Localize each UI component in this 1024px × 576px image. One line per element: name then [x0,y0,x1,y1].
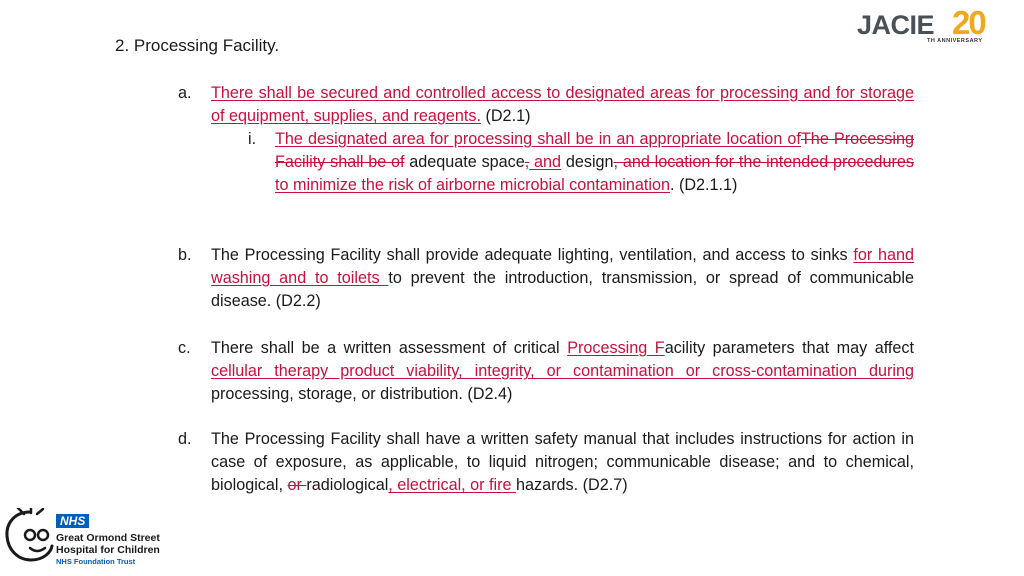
deleted-text: The Processing Facility shall be of [275,130,914,171]
gosh-face-icon [4,508,54,564]
body-text: acility parameters that may affect [664,339,915,357]
gosh-name-line2: Hospital for Children [56,544,160,556]
body-text: hazards. (D2.7) [516,476,628,494]
body-text: . (D2.1.1) [669,176,738,194]
requirement-item-c [178,337,914,406]
jacie-logo-number: 20 [952,4,985,41]
requirement-item-b [178,244,914,313]
item-marker: c. [178,339,191,357]
body-text: processing, storage, or distribution. (D2.4) [211,385,513,403]
nhs-badge: NHS [56,514,89,528]
deleted-text: , [524,153,530,171]
gosh-name-line1: Great Ormond Street [56,532,160,544]
requirement-item-a [178,82,914,128]
body-text: radiological [306,476,389,494]
inserted-text: for hand washing and to toilets [211,246,914,287]
inserted-text: Processing F [567,339,665,357]
requirement-subitem-a-i [248,128,914,197]
jacie-logo-wordmark: JACIE [857,10,935,40]
body-text: adequate space [404,153,525,171]
deleted-text: , and location for the intended procedures [613,153,914,171]
body-text: The Processing Facility shall have a written safety manual that includes instructions for action in case of exposure, as applicable, to liquid nitrogen; communicable disease; and to chemical, biological, [211,430,914,494]
item-marker: d. [178,430,192,448]
inserted-text: cellular therapy product viability, integrity, or contamination or cross-contamination during [211,362,914,380]
jacie-logo-anniversary: TH ANNIVERSARY [927,38,983,44]
deleted-text: or [287,476,307,494]
inserted-text: and [529,153,562,171]
requirement-item-d [178,428,914,497]
body-text: design [561,153,614,171]
gosh-logo [4,506,179,568]
body-text: to prevent the introduction, transmission, or spread of communicable disease. (D2.2) [211,269,914,310]
jacie-logo [857,6,1017,48]
reference-code: (D2.1) [480,107,531,125]
item-marker: a. [178,84,192,102]
body-text: There shall be a written assessment of critical [211,339,568,357]
inserted-text: , electrical, or fire [388,476,517,494]
item-marker: i. [248,130,257,148]
inserted-text: to minimize the risk of airborne microbial contamination [275,176,670,194]
section-heading: 2. Processing Facility. [115,36,280,55]
gosh-trust: NHS Foundation Trust [56,557,136,566]
item-marker: b. [178,246,192,264]
inserted-text: The designated area for processing shall be in an appropriate location of [275,130,801,148]
inserted-text: There shall be secured and controlled access to designated areas for processing and for storage of equipment, supplies, and reagents. [211,84,914,125]
body-text: The Processing Facility shall provide adequate lighting, ventilation, and access to sinks [211,246,854,264]
